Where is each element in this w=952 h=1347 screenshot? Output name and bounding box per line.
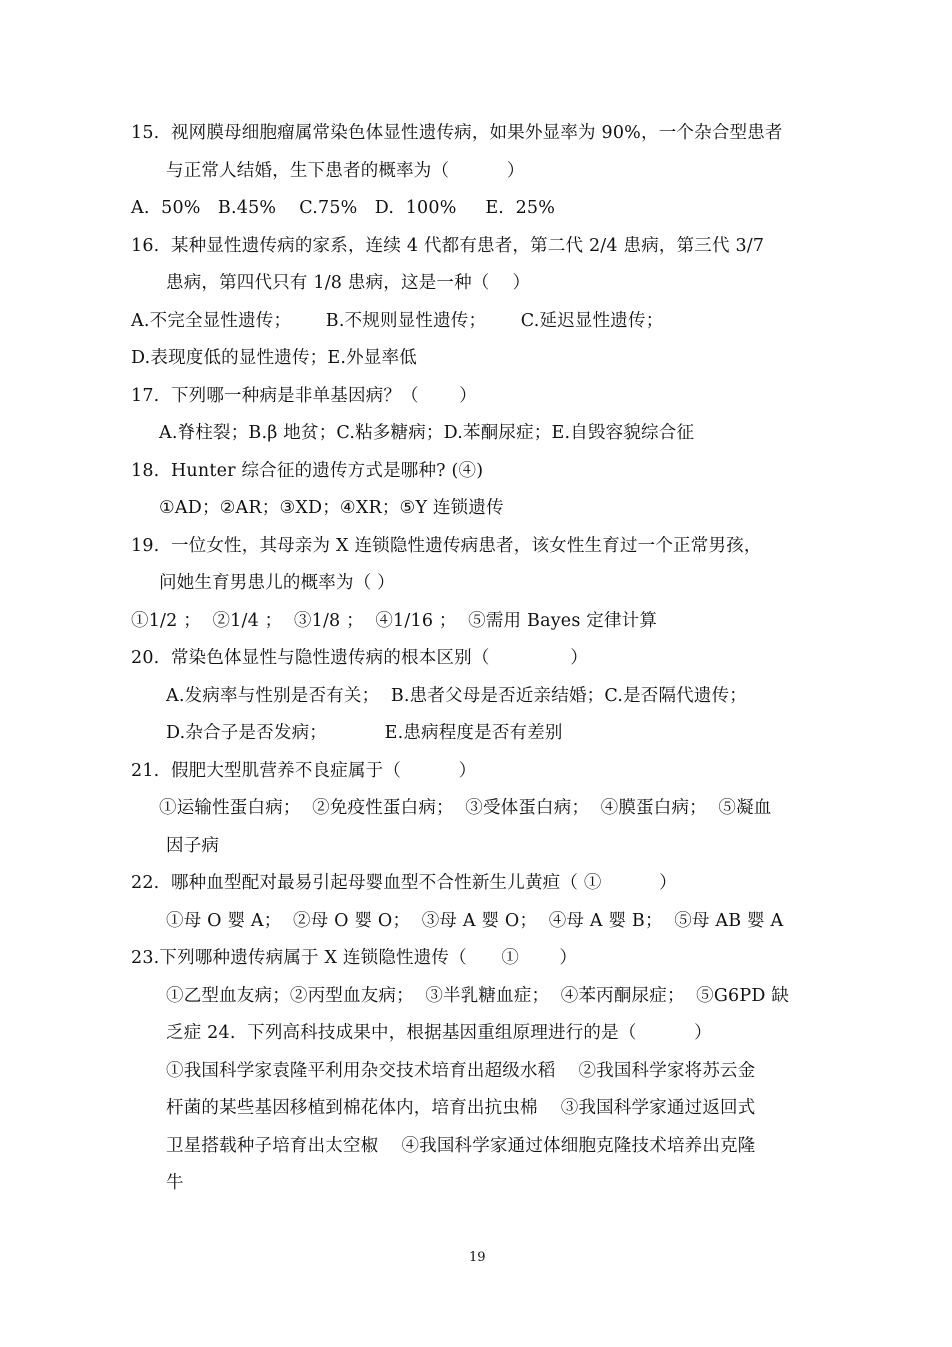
q16-options-2: D.表现度低的显性遗传；E.外显率低 [131,348,417,368]
q15-line-2: 与正常人结婚，生下患者的概率为（ ） [166,161,525,181]
q20-options-2: D.杂合子是否发病； E.患病程度是否有差别 [166,723,563,743]
q21-question: 21. 假肥大型肌营养不良症属于（ ） [131,761,477,781]
q24-options-1: ①我国科学家袁隆平利用杂交技术培育出超级水稻 ②我国科学家将苏云金 [166,1061,756,1081]
q20-question: 20. 常染色体显性与隐性遗传病的根本区别（ ） [131,648,588,668]
q18-question: 18. Hunter 综合征的遗传方式是哪种? (④) [131,461,484,481]
q16-line-1: 16. 某种显性遗传病的家系，连续 4 代都有患者，第二代 2/4 患病，第三代 3/7 [131,236,765,256]
q17-options: A.脊柱裂；B.β 地贫；C.粘多糖病；D.苯酮尿症；E.自毁容貌综合征 [159,423,695,443]
q23-options-2: 乏症 24. 下列高科技成果中，根据基因重组原理进行的是（ ） [166,1023,712,1043]
q21-options-1: ①运输性蛋白病； ②免疫性蛋白病； ③受体蛋白病； ④膜蛋白病； ⑤凝血 [159,798,772,818]
q23-question: 23.下列哪种遗传病属于 X 连锁隐性遗传（ ① ） [131,948,578,968]
q22-options: ①母 O 婴 A； ②母 O 婴 O； ③母 A 婴 O； ④母 A 婴 B； ⑤母 AB 婴 A [166,911,784,931]
q24-options-4: 牛 [166,1173,184,1193]
q22-question: 22. 哪种血型配对最易引起母婴血型不合性新生儿黄疸（ ① ） [131,873,677,893]
q15-options: A. 50% B.45% C.75% D. 100% E. 25% [131,198,556,218]
q20-options-1: A.发病率与性别是否有关； B.患者父母是否近亲结婚；C.是否隔代遗传； [166,686,747,706]
q17-question: 17. 下列哪一种病是非单基因病？（ ） [131,386,477,406]
page-number: 19 [469,1250,486,1265]
q19-line-1: 19. 一位女性，其母亲为 X 连锁隐性遗传病患者，该女性生育过一个正常男孩， [131,536,762,556]
q16-options-1: A.不完全显性遗传； B.不规则显性遗传； C.延迟显性遗传； [131,311,664,331]
q15-line-1: 15. 视网膜母细胞瘤属常染色体显性遗传病，如果外显率为 90%，一个杂合型患者 [131,123,783,143]
q23-options-1: ①乙型血友病；②丙型血友病； ③半乳糖血症； ④苯丙酮尿症； ⑤G6PD 缺 [166,986,790,1006]
q19-line-2: 问她生育男患儿的概率为（ ） [159,573,395,593]
q19-options: ①1/2 ； ②1/4 ； ③1/8 ； ④1/16 ； ⑤需用 Bayes 定律计算 [131,611,658,631]
q18-options: ①AD；②AR；③XD；④XR；⑤Y 连锁遗传 [159,498,504,518]
q16-line-2: 患病，第四代只有 1/8 患病，这是一种（ ） [166,273,531,293]
q24-options-2: 杆菌的某些基因移植到棉花体内，培育出抗虫棉 ③我国科学家通过返回式 [166,1098,756,1118]
q24-options-3: 卫星搭载种子培育出太空椒 ④我国科学家通过体细胞克隆技术培养出克隆 [166,1136,756,1156]
q21-options-2: 因子病 [166,836,220,856]
